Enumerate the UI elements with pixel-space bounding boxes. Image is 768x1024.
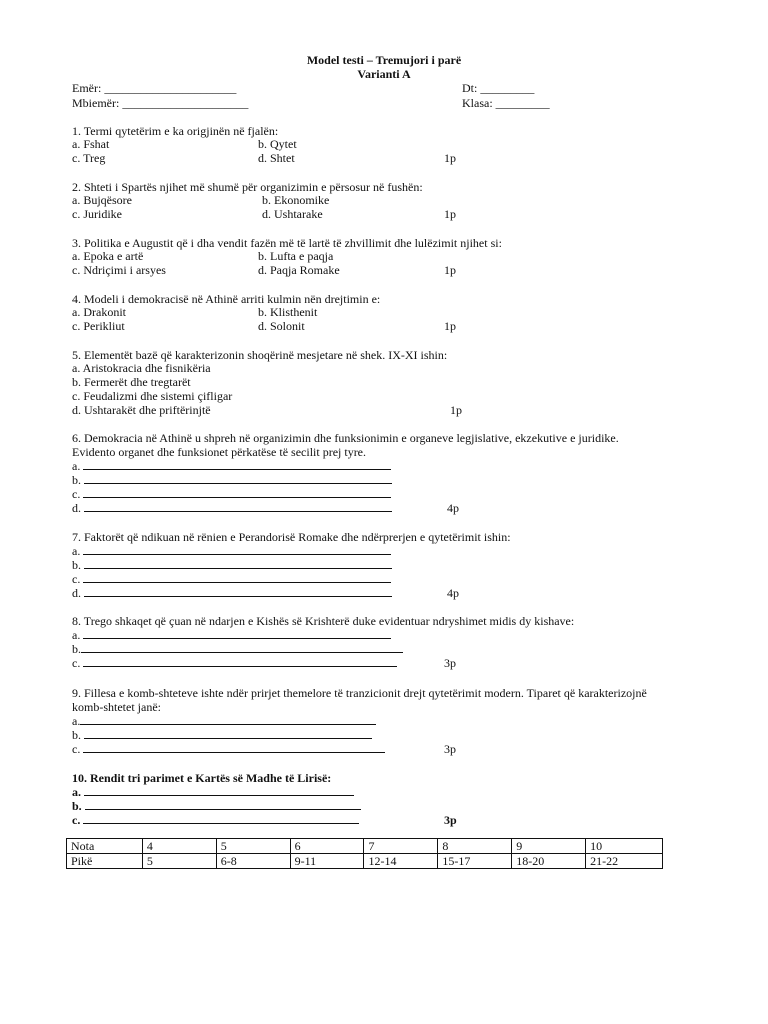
q1-option-b[interactable]: b. Qytet [258,137,297,151]
q8-answer-c[interactable] [72,656,397,670]
q9-label-b: b. [72,728,81,742]
table-row-points [67,854,663,869]
test-title: Model testi – Tremujori i parë [306,53,462,67]
answer-line [84,473,392,484]
question-6-stem: 6. Demokracia në Athinë u shpreh në organizimin dhe funksionimin e organeve legjislative, ekzekutive e juridike. [72,431,619,445]
q9-answer-c[interactable] [72,742,385,756]
q8-answer-a[interactable] [72,628,391,642]
q1-points: 1p [444,151,456,165]
table-cell: 9-11 [290,854,364,869]
q2-option-b[interactable]: b. Ekonomike [262,193,330,207]
question-3-stem: 3. Politika e Augustit që i dha vendit fazën më të lartë të zhvillimit dhe lulëzimit njihet si: [72,236,502,250]
q7-label-b: b. [72,558,81,572]
table-cell: 12-14 [364,854,438,869]
table-cell: 5 [216,839,290,854]
q9-label-c: c. [72,742,81,756]
test-variant: Varianti A [357,67,411,81]
table-cell: 6-8 [216,854,290,869]
question-9-stem: 9. Fillesa e komb-shteteve ishte ndër prirjet themelore të tranzicionit drejt qytetërimit modern. Tiparet që karakterizojnë [72,686,647,700]
q4-option-d[interactable]: d. Solonit [258,319,305,333]
class-blank: _________ [495,96,550,110]
class-field[interactable] [462,96,550,110]
q6-label-b: b. [72,473,81,487]
q7-label-a: a. [72,544,81,558]
question-6-stem-line2: Evidento organet dhe funksionet përkatëse të secilit prej tyre. [72,445,367,459]
q7-label-d: d. [72,586,81,600]
q4-points: 1p [444,319,456,333]
table-row-grade [67,839,663,854]
q5-option-a[interactable]: a. Aristokracia dhe fisnikëria [72,361,211,375]
answer-line [84,785,354,796]
date-field[interactable] [462,81,534,95]
date-label: Dt: [462,81,478,95]
q3-points: 1p [444,263,456,277]
name-blank: ______________________ [104,81,237,95]
answer-line [83,628,391,639]
question-8-stem: 8. Trego shkaqet që çuan në ndarjen e Kishës së Krishterë duke evidentuar ndryshimet midis dy kishave: [72,614,575,628]
q6-answer-d[interactable] [72,501,392,515]
table-cell: 4 [142,839,216,854]
answer-line [83,742,385,753]
table-cell: Pikë [67,854,143,869]
answer-line [81,642,403,653]
q8-points: 3p [444,656,456,670]
q7-answer-d[interactable] [72,586,392,600]
q8-label-c: c. [72,656,81,670]
answer-line [85,799,361,810]
answer-line [84,586,392,597]
question-2-stem: 2. Shteti i Spartës njihet më shumë për organizimin e përsosur në fushën: [72,180,423,194]
question-10-stem: 10. Rendit tri parimet e Kartës së Madhe të Lirisë: [72,771,332,785]
answer-line [84,501,392,512]
q3-option-c[interactable]: c. Ndriçimi i arsyes [72,263,166,277]
surname-label: Mbiemër: [72,96,120,110]
q4-option-c[interactable]: c. Perikliut [72,319,125,333]
q9-answer-b[interactable] [72,728,372,742]
q10-answer-b[interactable] [72,799,361,813]
q5-option-d[interactable]: d. Ushtarakët dhe priftërinjtë [72,403,211,417]
question-5-stem: 5. Elementët bazë që karakterizonin shoqërinë mesjetare në shek. IX-XI ishin: [72,348,448,362]
q2-points: 1p [444,207,456,221]
table-cell: 6 [290,839,364,854]
q10-label-a: a. [72,785,81,799]
q3-option-d[interactable]: d. Paqja Romake [258,263,340,277]
q6-answer-b[interactable] [72,473,392,487]
q10-answer-a[interactable] [72,785,354,799]
q10-label-b: b. [72,799,82,813]
q3-option-a[interactable]: a. Epoka e artë [72,249,144,263]
table-cell: 7 [364,839,438,854]
question-1-stem: 1. Termi qytetërim e ka origjinën në fjalën: [72,124,279,138]
q6-points: 4p [447,501,459,515]
table-cell: 9 [512,839,586,854]
table-cell: 15-17 [438,854,512,869]
table-cell: 8 [438,839,512,854]
q2-option-d[interactable]: d. Ushtarake [262,207,323,221]
name-label: Emër: [72,81,102,95]
q4-option-a[interactable]: a. Drakonit [72,305,126,319]
q6-label-d: d. [72,501,81,515]
table-cell: 21-22 [586,854,663,869]
answer-line [83,813,359,824]
q10-points: 3p [444,813,457,827]
q1-option-d[interactable]: d. Shtet [258,151,295,165]
q9-label-a: a. [72,714,81,728]
q9-answer-a[interactable] [72,714,376,728]
q3-option-b[interactable]: b. Lufta e paqja [258,249,334,263]
surname-field[interactable] [72,96,248,110]
q6-label-c: c. [72,487,81,501]
surname-blank: _____________________ [122,96,249,110]
answer-line [80,714,376,725]
q1-option-a[interactable]: a. Fshat [72,137,110,151]
q7-points: 4p [447,586,459,600]
q9-points: 3p [444,742,456,756]
q10-label-c: c. [72,813,81,827]
answer-line [83,487,391,498]
answer-line [83,459,391,470]
q8-label-a: a. [72,628,81,642]
q6-answer-a[interactable] [72,459,391,473]
q5-option-b[interactable]: b. Fermerët dhe tregtarët [72,375,191,389]
table-cell: 5 [142,854,216,869]
answer-line [83,544,391,555]
answer-line [84,558,392,569]
answer-line [84,728,372,739]
q5-points: 1p [450,403,462,417]
q10-answer-c[interactable] [72,813,359,827]
question-9-stem-line2: komb-shtetet janë: [72,700,161,714]
answer-line [83,656,397,667]
q7-answer-c[interactable] [72,572,391,586]
q8-label-b: b. [72,642,81,656]
q4-option-b[interactable]: b. Klisthenit [258,305,318,319]
question-7-stem: 7. Faktorët që ndikuan në rënien e Perandorisë Romake dhe ndërprerjen e qytetërimit ishin: [72,530,511,544]
table-cell: 10 [586,839,663,854]
table-cell: 18-20 [512,854,586,869]
q6-answer-c[interactable] [72,487,391,501]
date-blank: _________ [480,81,535,95]
q2-option-c[interactable]: c. Juridike [72,207,122,221]
q8-answer-b[interactable] [72,642,403,656]
q5-option-c[interactable]: c. Feudalizmi dhe sistemi çifligar [72,389,233,403]
q7-label-c: c. [72,572,81,586]
class-label: Klasa: [462,96,493,110]
table-cell: Nota [67,839,143,854]
q6-label-a: a. [72,459,81,473]
q7-answer-a[interactable] [72,544,391,558]
q7-answer-b[interactable] [72,558,392,572]
grade-table [66,838,663,869]
q1-option-c[interactable]: c. Treg [72,151,106,165]
name-field[interactable] [72,81,236,95]
q2-option-a[interactable]: a. Bujqësore [72,193,132,207]
answer-line [83,572,391,583]
question-4-stem: 4. Modeli i demokracisë në Athinë arriti kulmin nën drejtimin e: [72,292,381,306]
